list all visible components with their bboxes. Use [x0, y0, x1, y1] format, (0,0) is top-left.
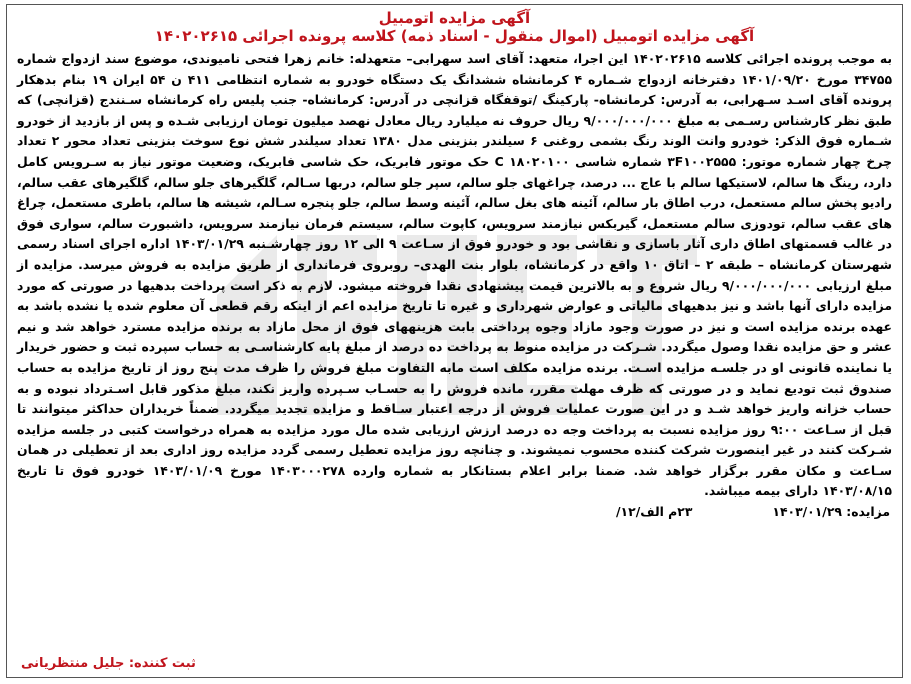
auction-notice: [6, 4, 903, 678]
auction-date: مزایده: ۱۴۰۳/۰۱/۲۹: [772, 504, 890, 520]
notice-subheading: آگهی مزایده اتومبیل (اموال منقول - اسناد ذمه) کلاسه پرونده اجرائی ۱۴۰۲۰۲۶۱۵: [154, 27, 755, 45]
notice-reference: ۲۳م الف/۱۲/: [616, 504, 693, 520]
footer-row: [19, 502, 890, 522]
notice-footer: [7, 502, 902, 522]
notice-heading: آگهی مزایده اتومبیل: [378, 9, 531, 27]
recorder-name: ثبت کننده: جلیل منتظریانی: [21, 656, 196, 671]
notice-body: به موجب پرونده اجرائی کلاسه ۱۴۰۲۰۲۶۱۵ این اجرا، متعهد: آقای اسد سهرابی– متعهدله: خانم زهرا فتحی نامیوندی، موضوع سند ازدواج شماره ۳۴۷۵۵ مورخ ۱۴۰۱/۰۹/۲۰ دفترخانه ازدواج شـماره ۴ کرمانشاه ششدانگ یک دستگاه خودرو به شماره انتظامی ۴۱۱ ن ۵۴ ایران ۱۹ بنام بدهکار پرونده آقای اسـد سـهرابی، به آدرس: کرمانشاه- پارکینگ /توقفگاه قزانچی در آدرس: کرمانشاه- جنب پلیس راه کرمانشاه سـنندج (قزانچی) که طبق نظر کارشناس رسـمی به مبلغ ۹/۰۰۰/۰۰۰/۰۰۰ ریال حروف نه میلیارد ریال معادل نهصد میلیون تومان ارزیابی شـده و پس از بازدید از خودرو شـماره فوق الذکر: خودرو وانت الوند رنگ بشمی روغنی ۶ سیلندر بنزینی مدل ۱۳۸۰ تعداد سیلندر شش نوع سوخت بنزینی تعداد محور ۲ تعداد چرخ چهار شماره موتور: ۳F۱۰۰۲۵۵۵ شماره شاسی C ۱۸۰۲۰۱۰۰ حک موتور فابریک، حک شاسی فابریک، وضعیت موتور نیاز به سـرویس کامل دارد، رینگ ها سالم، لاستیکها سالم با عاج ... درصد، چراغهای جلو سالم، سپر جلو سالم، دربها سـالم، گلگیرهای جلو سالم، گلگیرهای عقب سالم، رادیو پخش سالم مستعمل، درب اطاق بار سالم، آئینه های بغل سالم، آئینه وسط سالم، جلو پنجره سـالم، شیشه ها سالم، باطری مستعمل، چراغ های عقب سالم، تودوزی سالم مستعمل، گیربکس نیازمند سرویس، کاپوت سالم، سیستم فرمان نیازمند سرویس، داشبورت سالم، سواری فوق در غالب قسمتهای اطاق داری آثار باسازی و نقاشی بود و خودرو فوق از سـاعت ۹ الی ۱۲ روز چهارشـنبه ۱۴۰۳/۰۱/۲۹ اداره اجرای اسناد رسمی شهرستان کرمانشاه – طبقه ۲ – اتاق ۱۰ واقع در کرمانشاه، بلوار بنت الهدی– روبروی فرمانداری از طریق مزایده به فروش میرسد. مزایده از مبلغ ارزیابی ۹/۰۰۰/۰۰۰/۰۰۰ ریال شروع و به بالاترین قیمت پیشنهادی نقدا فروخته میشود. لازم به ذکر است پرداخت بدهیها در صورتی که مورد مزایده دارای آنها باشد و نیز بدهیهای مالیاتی و عوارض شهرداری و غیره تا تاریخ مزایده اعم از اینکه رقم قطعی آن معلوم شده یا نشده باشد به عهده برنده مزایده است و نیز در صورت وجود مازاد وجوه پرداختی بابت هزینههای فوق از محل مازاد به برنده مزایده مسترد خواهد شد و نیم عشر و حق مزایده نقدا وصول میگردد. شـرکت در مزایده منوط به پرداخت ده درصد از مبلغ پایه کارشناسـی به حساب سپرده ثبت و حضور خریدار یا نماینده قانونی او در جلسـه مزایده اسـت. برنده مزایده مکلف است مابه التفاوت مبلغ فروش را ظرف مدت پنج روز از تاریخ مزایده به حساب صندوق ثبت تودیع نماید و در صورتی که ظرف مهلت مقرر، مانده فروش را به حسـاب سـپرده واریز نکند، مبلغ مذکور قابل اسـترداد نبوده و به حساب خزانه واریز خواهد شـد و در این صورت عملیات فروش از درجه اعتبار سـاقط و مزایده تجدید میگردد. ضمناً خریداران حداکثر میتوانند تا قبل از سـاعت ۹:۰۰ روز مزایده نسبت به پرداخت وجه ده درصد ارزش ارزیابی شده مال مورد مزایده به همراه درخواست کتبی در جلسه مزایده شـرکت کنند در غیر اینصورت شرکت کننده محسوب نمیشوند. و چنانچه روز مزایده تعطیل رسمی گردد مزایده روز اداری بعد از تعطیلی در همان سـاعت و مکان مقرر برگزار خواهد شد. ضمنا برابر اعلام بستانکار به شماره وارده ۱۴۰۳۰۰۰۲۷۸ مورخ ۱۴۰۳/۰۱/۰۹ خودرو فوق تا تاریخ ۱۴۰۳/۰۸/۱۵ دارای بیمه میباشد.: [17, 51, 893, 499]
